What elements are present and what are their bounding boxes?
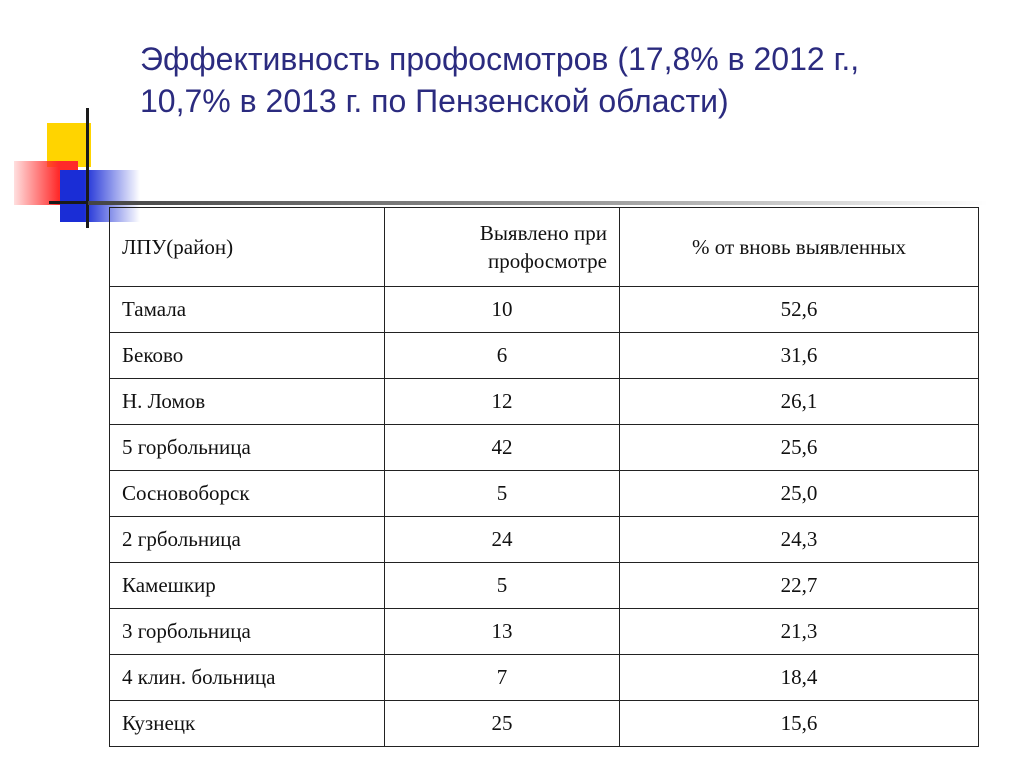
cell-percent: 18,4 [620,655,979,701]
cell-percent: 24,3 [620,517,979,563]
table-row [110,425,979,471]
cell-name: Беково [110,333,385,379]
header-detected [385,208,620,287]
cell-detected: 6 [385,333,620,379]
decorative-squares [0,0,150,230]
header-detected-line-2: профосмотре [488,249,607,273]
cell-percent: 25,6 [620,425,979,471]
deco-vertical-line [86,108,89,228]
cell-detected: 10 [385,287,620,333]
slide-title-line-2: 10,7% в 2013 г. по Пензенской области) [140,83,729,119]
cell-percent: 26,1 [620,379,979,425]
table-row [110,333,979,379]
cell-detected: 5 [385,563,620,609]
table-row [110,609,979,655]
results-table [109,207,979,747]
cell-name: 4 клин. больница [110,655,385,701]
cell-name: Тамала [110,287,385,333]
table-row [110,655,979,701]
cell-percent: 15,6 [620,701,979,747]
cell-name: 5 горбольница [110,425,385,471]
slide-title-line-1: Эффективность профосмотров (17,8% в 2012 г., [140,41,860,77]
table-row [110,471,979,517]
cell-name: 3 горбольница [110,609,385,655]
table-row [110,287,979,333]
cell-detected: 25 [385,701,620,747]
cell-name: Камешкир [110,563,385,609]
cell-name: Кузнецк [110,701,385,747]
cell-percent: 31,6 [620,333,979,379]
cell-detected: 24 [385,517,620,563]
cell-detected: 7 [385,655,620,701]
cell-percent: 21,3 [620,609,979,655]
cell-detected: 12 [385,379,620,425]
cell-percent: 25,0 [620,471,979,517]
title-divider [88,201,988,205]
header-detected-line-1: Выявлено при [479,221,607,245]
cell-detected: 42 [385,425,620,471]
table-row [110,701,979,747]
cell-name: 2 грбольница [110,517,385,563]
cell-detected: 13 [385,609,620,655]
slide-title [140,38,1000,122]
cell-percent: 52,6 [620,287,979,333]
header-percent: % от вновь выявленных [620,208,979,287]
cell-detected: 5 [385,471,620,517]
cell-name: Н. Ломов [110,379,385,425]
header-lpu: ЛПУ(район) [110,208,385,287]
table-row [110,379,979,425]
table-row [110,563,979,609]
table-row [110,517,979,563]
table-header-row [110,208,979,287]
cell-percent: 22,7 [620,563,979,609]
cell-name: Сосновоборск [110,471,385,517]
